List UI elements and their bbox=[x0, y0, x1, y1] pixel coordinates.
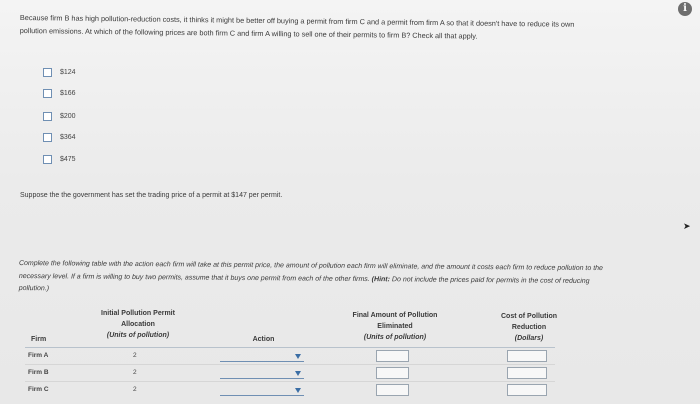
header-permit-allocation bbox=[83, 308, 193, 341]
checkbox[interactable] bbox=[43, 89, 52, 98]
final-pollution-input[interactable] bbox=[376, 384, 409, 396]
chevron-down-icon bbox=[295, 388, 301, 393]
header-permit-line1: Initial Pollution Permit bbox=[101, 310, 175, 317]
header-cost-unit: (Dollars) bbox=[514, 335, 544, 342]
final-pollution-input[interactable] bbox=[376, 350, 409, 362]
cost-input[interactable] bbox=[507, 367, 547, 379]
firm-name: Firm C bbox=[28, 386, 49, 393]
option-label: $200 bbox=[60, 112, 76, 120]
hint-text: Do not include the prices paid for permits in the cost of reducing pollution.) bbox=[18, 275, 590, 293]
chevron-down-icon bbox=[295, 371, 301, 376]
option-label: $475 bbox=[60, 155, 76, 163]
checkbox[interactable] bbox=[43, 133, 52, 142]
pollution-table bbox=[0, 305, 700, 404]
option-label: $166 bbox=[60, 89, 76, 97]
header-cost-line1: Cost of Pollution bbox=[501, 313, 557, 320]
action-select[interactable] bbox=[220, 353, 304, 362]
header-firm: Firm bbox=[31, 336, 47, 343]
checkbox[interactable] bbox=[43, 155, 52, 164]
hint-label: (Hint: bbox=[371, 275, 391, 283]
firm-name: Firm B bbox=[28, 369, 49, 376]
mouse-cursor-icon: ➤ bbox=[683, 221, 691, 231]
header-cost-line2: Reduction bbox=[511, 324, 547, 331]
header-final-line1: Final Amount of Pollution bbox=[352, 312, 438, 319]
option-475[interactable] bbox=[43, 153, 76, 165]
action-select[interactable] bbox=[220, 370, 304, 379]
permit-value: 2 bbox=[133, 352, 137, 359]
table-row bbox=[0, 365, 700, 381]
option-label: $364 bbox=[60, 133, 76, 141]
permit-value: 2 bbox=[133, 386, 137, 393]
checkbox[interactable] bbox=[43, 68, 52, 77]
info-icon[interactable]: i bbox=[678, 2, 692, 16]
firm-name: Firm A bbox=[28, 352, 49, 359]
cost-input[interactable] bbox=[507, 350, 547, 362]
cost-input[interactable] bbox=[507, 384, 547, 396]
table-row bbox=[0, 382, 700, 398]
header-final-line2: Eliminated bbox=[377, 323, 413, 330]
permit-value: 2 bbox=[133, 369, 137, 376]
header-action: Action bbox=[252, 336, 275, 343]
header-permit-line2: Allocation bbox=[121, 321, 155, 328]
header-final-unit: (Units of pollution) bbox=[363, 334, 427, 341]
final-pollution-input[interactable] bbox=[376, 367, 409, 379]
header-final-pollution bbox=[335, 310, 455, 343]
header-permit-unit: (Units of pollution) bbox=[106, 332, 170, 339]
option-124[interactable] bbox=[43, 66, 76, 78]
question-3-text bbox=[19, 258, 604, 301]
question-3-body: Complete the following table with the action each firm will take at this permit price, the amount of pollution each firm will eliminate, and the amount it costs each firm to reduce pollution to the necessary level. If a firm is willing to buy two permits, assume that it buys one permit from each of the other firms. bbox=[18, 259, 603, 283]
action-select[interactable] bbox=[220, 387, 304, 396]
checkbox[interactable] bbox=[43, 112, 52, 121]
chevron-down-icon bbox=[295, 354, 301, 359]
table-row bbox=[0, 348, 700, 364]
option-200[interactable] bbox=[43, 110, 76, 122]
header-cost-reduction bbox=[484, 311, 574, 344]
question-1-text: Because firm B has high pollution-reduction costs, it thinks it might be better off buying a permit from firm C and a permit from firm A so that it doesn't have to reduce its own pollution emissions. At which of the following prices are both firm C and firm A willing to sell one of their permits to firm B? Check all that apply. bbox=[19, 12, 575, 41]
question-2-text: Suppose the the government has set the trading price of a permit at $147 per permit. bbox=[20, 192, 283, 199]
option-364[interactable] bbox=[43, 131, 76, 143]
option-label: $124 bbox=[60, 68, 76, 76]
option-166[interactable] bbox=[43, 87, 76, 99]
